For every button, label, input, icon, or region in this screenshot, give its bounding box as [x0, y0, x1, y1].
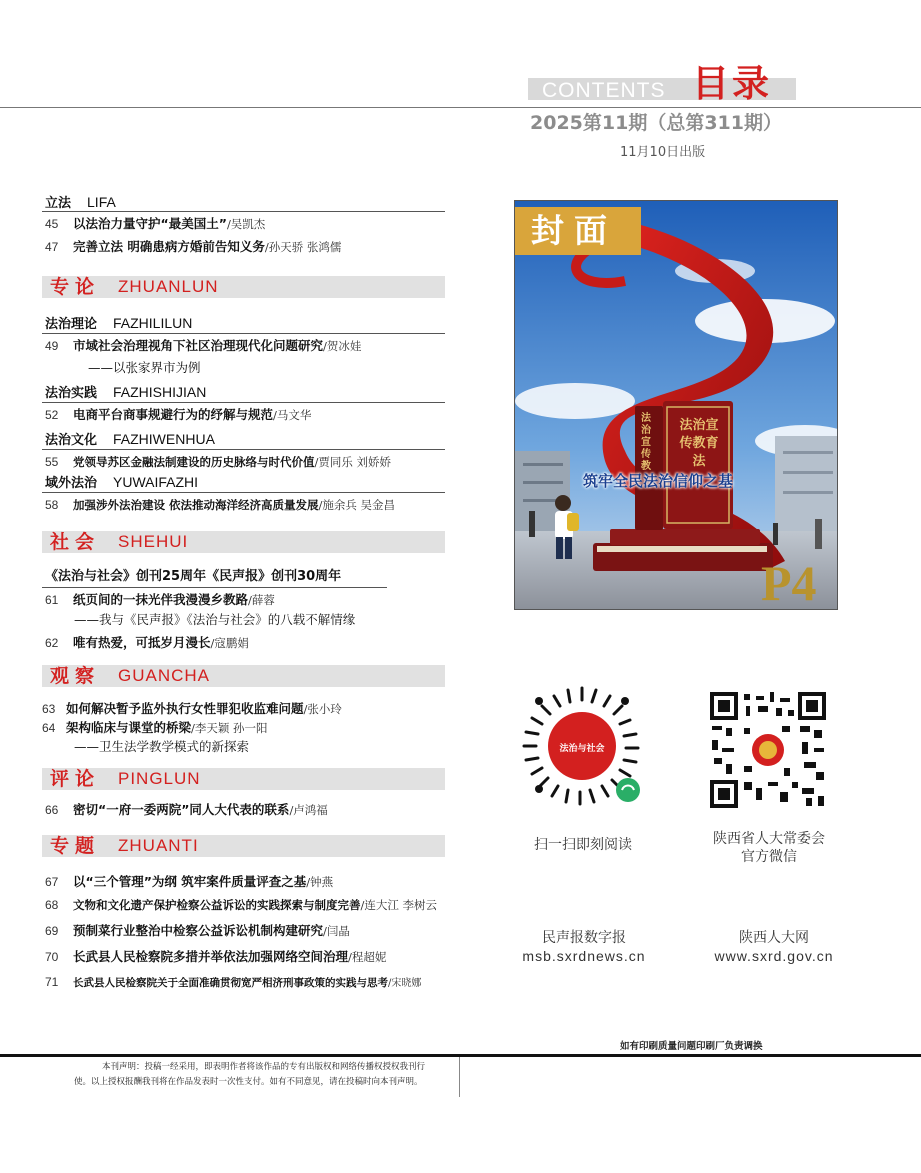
publication-date: 11月10日出版: [620, 145, 706, 160]
toc-entry[interactable]: 55 党领导苏区金融法制建设的历史脉络与时代价值/贾同乐 刘娇娇: [45, 455, 392, 469]
divider: [42, 402, 445, 403]
divider: [42, 333, 445, 334]
toc-entry[interactable]: 70 长武县人民检察院多措并举依法加强网络空间治理/程超妮: [45, 949, 387, 964]
category-yuwaifazhi: 域外法治 YUWAIFAZHI: [45, 474, 199, 491]
header-rule: [0, 107, 921, 108]
toc-entry[interactable]: 49 市域社会治理视角下社区治理现代化问题研究/贺冰娃: [45, 338, 362, 353]
entry-subtitle: ——以张家界市为例: [88, 360, 201, 375]
toc-entry[interactable]: 64 架构临床与课堂的桥梁/李天颖 孙一阳: [42, 720, 268, 735]
cover-tag: 封面: [531, 211, 617, 250]
toc-entry[interactable]: 47 完善立法 明确患病方婚前告知义务/孙天骄 张鸿儒: [45, 239, 342, 254]
category-fazhiwenhua: 法治文化 FAZHIWENHUA: [45, 431, 215, 448]
section-zhuanti: 专题 ZHUANTI: [42, 835, 445, 857]
cover-page-mark: P4: [761, 555, 817, 610]
cover-slogan: 筑牢全民法治信仰之基: [583, 472, 734, 490]
cover-illustration: [515, 201, 838, 610]
contents-label-en: CONTENTS: [542, 79, 666, 102]
entry-subtitle: ——我与《民声报》《法治与社会》的八载不解情缘: [74, 612, 356, 627]
footer-divider: [459, 1057, 460, 1097]
toc-entry[interactable]: 71 长武县人民检察院关于全面准确贯彻宽严相济刑事政策的实践与思考/宋晓娜: [45, 975, 422, 989]
site-msb-url[interactable]: msb.sxrdnews.cn: [522, 948, 646, 964]
book-title: 法治宣传教育法: [679, 418, 719, 469]
toc-entry[interactable]: 52 电商平台商事规避行为的纾解与规范/马文华: [45, 407, 312, 422]
divider: [42, 449, 445, 450]
divider: [42, 211, 445, 212]
site-msb-name: 民声报数字报: [542, 930, 626, 946]
qr-right-label-1: 陕西省人大常委会: [713, 831, 825, 847]
qr-left-label: 扫一扫即刻阅读: [534, 837, 632, 853]
wechat-qr[interactable]: [710, 692, 826, 808]
section-shehui: 社会 SHEHUI: [42, 531, 445, 553]
toc-entry[interactable]: 69 预制菜行业整治中检察公益诉讼机制构建研究/闫晶: [45, 923, 350, 938]
category-fazhililun: 法治理论 FAZHILILUN: [45, 315, 193, 332]
section-guancha: 观察 GUANCHA: [42, 665, 445, 687]
print-quality-note: 如有印刷质量问题印刷厂负责调换: [620, 1041, 763, 1052]
miniprogram-qr[interactable]: [520, 684, 644, 808]
site-msb[interactable]: [516, 929, 652, 965]
category-lifa: 立法 LIFA: [45, 194, 116, 211]
section-zhuanlun: 专论 ZHUANLUN: [42, 276, 445, 298]
disclaimer-line-2: 使。以上授权报酬我刊将在作品发表时一次性支付。如有不同意见，请在投稿时向本刊声明。: [74, 1077, 423, 1087]
category-fazhishijian: 法治实践 FAZHISHIJIAN: [45, 384, 207, 401]
footer-rule: [0, 1054, 921, 1057]
entry-subtitle: ——卫生法学教学模式的新探索: [74, 739, 250, 754]
toc-entry[interactable]: 61 纸页间的一抹光伴我漫漫乡教路/薛蓉: [45, 592, 275, 607]
site-sxrd-name: 陕西人大网: [739, 930, 809, 946]
site-sxrd-url[interactable]: www.sxrd.gov.cn: [714, 948, 834, 964]
site-sxrd[interactable]: [706, 929, 842, 965]
toc-entry[interactable]: 62 唯有热爱，可抵岁月漫长/寇鹏娟: [45, 635, 249, 650]
qr-right-label-2: 官方微信: [741, 849, 797, 865]
divider: [42, 587, 387, 588]
toc-entry[interactable]: 67 以“三个管理”为纲 筑牢案件质量评查之基/钟燕: [45, 874, 334, 889]
divider: [42, 492, 445, 493]
cover-image[interactable]: [514, 200, 838, 610]
mini-logo: 法治与社会: [559, 744, 605, 754]
contents-label-cn: 目录: [692, 62, 772, 105]
toc-entry[interactable]: 58 加强涉外法治建设 依法推动海洋经济高质量发展/施余兵 吴金昌: [45, 498, 396, 512]
book-spine: 法治宣传教: [641, 413, 651, 472]
toc-entry[interactable]: 68 文物和文化遗产保护检察公益诉讼的实践探索与制度完善/连大江 李树云: [45, 898, 438, 912]
disclaimer-line-1: 本刊声明：投稿一经采用，即表明作者将该作品的专有出版权和网络传播权授权我刊行: [102, 1062, 426, 1072]
toc-entry[interactable]: 66 密切“一府一委两院”同人大代表的联系/卢鸿福: [45, 802, 328, 817]
anniversary-heading: 《法治与社会》创刊25周年《民声报》创刊30周年: [45, 569, 342, 584]
section-pinglun: 评论 PINGLUN: [42, 768, 445, 790]
qr-code-icon: [710, 692, 826, 808]
issue-number: 2025第11期（总第311期）: [530, 112, 782, 134]
toc-entry[interactable]: 63 如何解决暂予监外执行女性罪犯收监难问题/张小玲: [42, 701, 342, 716]
toc-entry[interactable]: 45 以法治力量守护“最美国土”/吴凯杰: [45, 216, 266, 231]
